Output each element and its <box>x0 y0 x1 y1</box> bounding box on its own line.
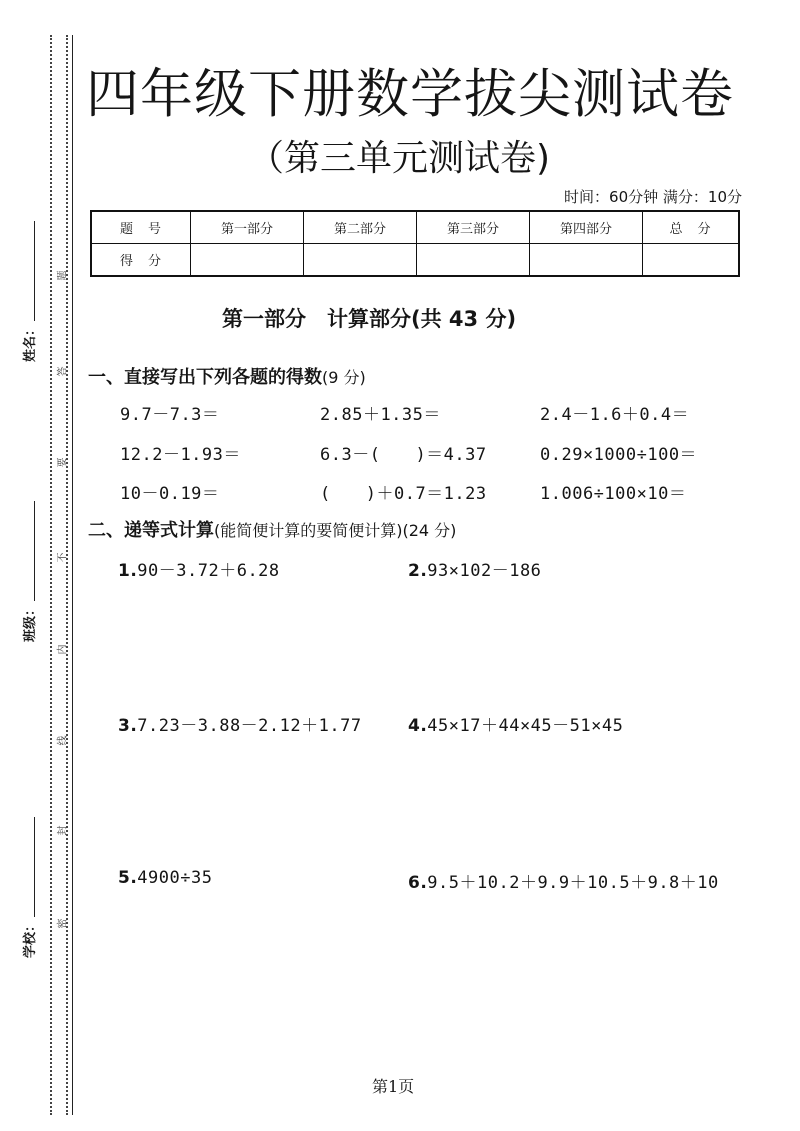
score-table-score-row <box>91 244 739 277</box>
calc-problem-expr: 7.23－3.88－2.12＋1.77 <box>137 716 362 736</box>
school-field[interactable] <box>18 798 38 958</box>
binding-solid-line <box>72 35 73 1115</box>
calc-problem-number: 3. <box>118 716 138 736</box>
exam-meta: 时间：60分钟 满分：10分 <box>564 188 742 206</box>
calc-problem-number: 4. <box>408 716 428 736</box>
calc-problem <box>118 556 280 581</box>
binding-dotted-line-outer <box>50 35 52 1115</box>
page-number: 第1页 <box>372 1077 415 1096</box>
calc-problem-number: 5. <box>118 868 138 888</box>
class-field-label: 班级： <box>22 602 38 642</box>
problem-item: ( )＋0.7＝1.23 <box>320 484 487 504</box>
score-table-header-row <box>91 211 739 244</box>
score-table-cell: 总 分 <box>643 211 740 244</box>
school-field-label: 学校： <box>22 918 38 958</box>
class-field[interactable] <box>18 482 38 642</box>
score-input-cell[interactable] <box>191 244 304 277</box>
section-one-score: (9 分) <box>322 368 366 387</box>
calc-problem <box>408 868 719 893</box>
section-two-heading <box>88 516 456 542</box>
section-two-note: (能简便计算的要简便计算)(24 分) <box>214 521 457 540</box>
problem-item: 2.85＋1.35＝ <box>320 405 441 425</box>
score-input-cell[interactable] <box>643 244 740 277</box>
page-subtitle: （第三单元测试卷) <box>248 138 551 179</box>
problem-item: 9.7－7.3＝ <box>120 405 220 425</box>
seal-char: 封 <box>57 825 69 836</box>
score-input-cell[interactable] <box>304 244 417 277</box>
seal-char: 不 <box>57 552 69 563</box>
section-two-title: 二、递等式计算 <box>88 520 214 541</box>
name-field-label: 姓名： <box>22 322 38 362</box>
calc-problem <box>118 868 212 888</box>
calc-problem <box>408 711 623 736</box>
seal-char: 内 <box>57 644 69 655</box>
seal-char: 线 <box>57 735 69 746</box>
page-title: 四年级下册数学拔尖测试卷 <box>86 64 734 125</box>
calc-problem-expr: 9.5＋10.2＋9.9＋10.5＋9.8＋10 <box>427 873 719 893</box>
calc-problem-number: 6. <box>408 873 428 893</box>
section-one-heading <box>88 363 366 389</box>
seal-char: 答 <box>57 366 69 377</box>
calc-problem-expr: 90－3.72＋6.28 <box>137 561 280 581</box>
calc-problem-expr: 4900÷35 <box>137 868 213 888</box>
calc-problem <box>408 556 541 581</box>
calc-problem-expr: 93×102－186 <box>427 561 542 581</box>
problem-item: 10－0.19＝ <box>120 484 220 504</box>
calc-problem-expr: 45×17＋44×45－51×45 <box>427 716 624 736</box>
school-field-blank[interactable] <box>22 817 35 917</box>
score-table-cell: 得 分 <box>91 244 191 277</box>
part-one-title: 第一部分 计算部分(共 43 分) <box>222 307 517 331</box>
calc-problem <box>118 711 362 736</box>
score-table-cell: 第二部分 <box>304 211 417 244</box>
score-table-cell: 题 号 <box>91 211 191 244</box>
score-table-cell: 第三部分 <box>417 211 530 244</box>
binding-dotted-line-inner <box>66 35 68 1115</box>
score-table-cell: 第一部分 <box>191 211 304 244</box>
name-field-blank[interactable] <box>22 221 35 321</box>
score-table <box>90 210 740 277</box>
score-table-cell: 第四部分 <box>530 211 643 244</box>
calc-problem-number: 2. <box>408 561 428 581</box>
problem-item: 1.006÷100×10＝ <box>540 484 687 504</box>
seal-char: 题 <box>57 270 69 281</box>
section-one-title: 一、直接写出下列各题的得数 <box>88 367 322 388</box>
calc-problem-number: 1. <box>118 561 138 581</box>
score-input-cell[interactable] <box>417 244 530 277</box>
seal-char: 要 <box>57 457 69 468</box>
name-field[interactable] <box>18 202 38 362</box>
problem-item: 12.2－1.93＝ <box>120 445 241 465</box>
class-field-blank[interactable] <box>22 501 35 601</box>
problem-item: 2.4－1.6＋0.4＝ <box>540 405 690 425</box>
score-input-cell[interactable] <box>530 244 643 277</box>
problem-item: 6.3－( )＝4.37 <box>320 445 487 465</box>
seal-char: 密 <box>57 918 69 929</box>
problem-item: 0.29×1000÷100＝ <box>540 445 698 465</box>
